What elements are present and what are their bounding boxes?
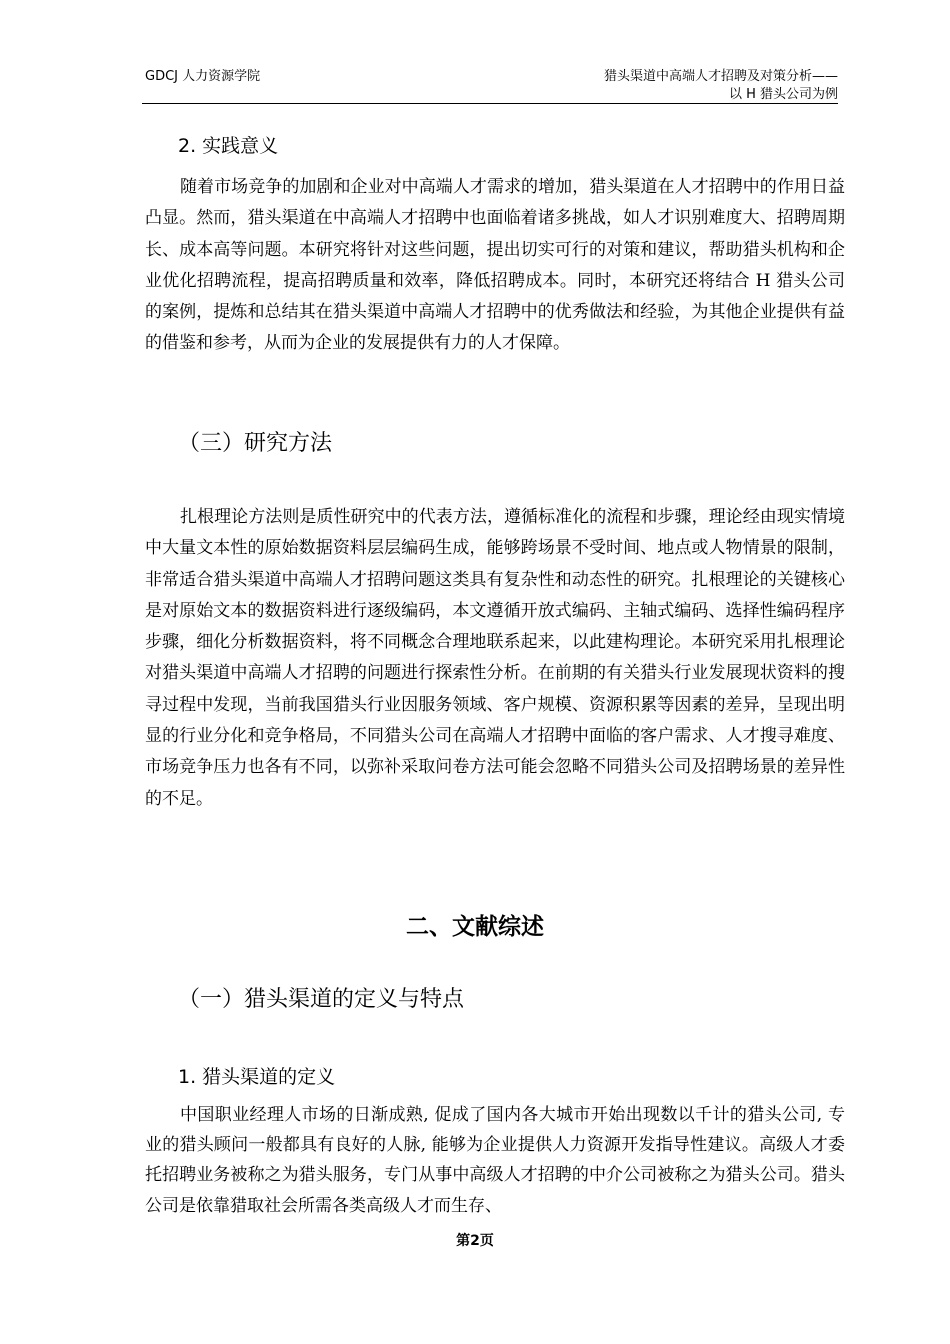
page-number: 第2页 <box>456 1233 494 1249</box>
header-title-line1: 猎头渠道中高端人才招聘及对策分析—— <box>603 69 838 84</box>
heading-research-method: （三）研究方法 <box>178 431 333 456</box>
paragraph-headhunting-definition: 中国职业经理人市场的日渐成熟, 促成了国内各大城市开始出现数以千计的猎头公司, 专业的猎头顾问一般都具有良好的人脉, 能够为企业提供人力资源开发指导性建议。高级人才委托招聘业务被称之为猎头服务，专门从事中高级人才招聘的中介公司被称之为猎头公司。猎头公司是依靠猎取社会所需各类高级人才而生存、 <box>145 1105 845 1216</box>
header-title-line2: 以 H 猎头公司为例 <box>728 87 838 102</box>
chapter-title-literature-review: 二、文献综述 <box>406 914 544 940</box>
heading-headhunting-definition-features: （一）猎头渠道的定义与特点 <box>178 987 465 1012</box>
header-institution: GDCJ 人力资源学院 <box>145 69 261 84</box>
paragraph-research-method: 扎根理论方法则是质性研究中的代表方法，遵循标准化的流程和步骤，理论经由现实情境中大量文本性的原始数据资料层层编码生成，能够跨场景不受时间、地点或人物情景的限制，非常适合猎头渠道中高端人才招聘问题这类具有复杂性和动态性的研究。扎根理论的关键核心是对原始文本的数据资料进行逐级编码，本文遵循开放式编码、主轴式编码、选择性编码程序步骤，细化分析数据资料，将不同概念合理地联系起来，以此建构理论。本研究采用扎根理论对猎头渠道中高端人才招聘的问题进行探索性分析。在前期的有关猎头行业发展现状资料的搜寻过程中发现，当前我国猎头行业因服务领域、客户规模、资源积累等因素的差异，呈现出明显的行业分化和竞争格局，不同猎头公司在高端人才招聘中面临的客户需求、人才搜寻难度、市场竞争压力也各有不同，以弥补采取问卷方法可能会忽略不同猎头公司及招聘场景的差异性的不足。 <box>145 507 845 809</box>
heading-headhunting-definition: 1. 猎头渠道的定义 <box>178 1066 336 1088</box>
header-divider <box>142 103 838 104</box>
heading-practical-significance: 2. 实践意义 <box>178 135 279 157</box>
paragraph-practical-significance: 随着市场竞争的加剧和企业对中高端人才需求的增加，猎头渠道在人才招聘中的作用日益凸显。然而，猎头渠道在中高端人才招聘中也面临着诸多挑战，如人才识别难度大、招聘周期长、成本高等问题。本研究将针对这些问题，提出切实可行的对策和建议，帮助猎头机构和企业优化招聘流程，提高招聘质量和效率，降低招聘成本。同时，本研究还将结合 H 猎头公司的案例，提炼和总结其在猎头渠道中高端人才招聘中的优秀做法和经验，为其他企业提供有益的借鉴和参考，从而为企业的发展提供有力的人才保障。 <box>145 177 845 354</box>
header-title <box>604 68 838 104</box>
